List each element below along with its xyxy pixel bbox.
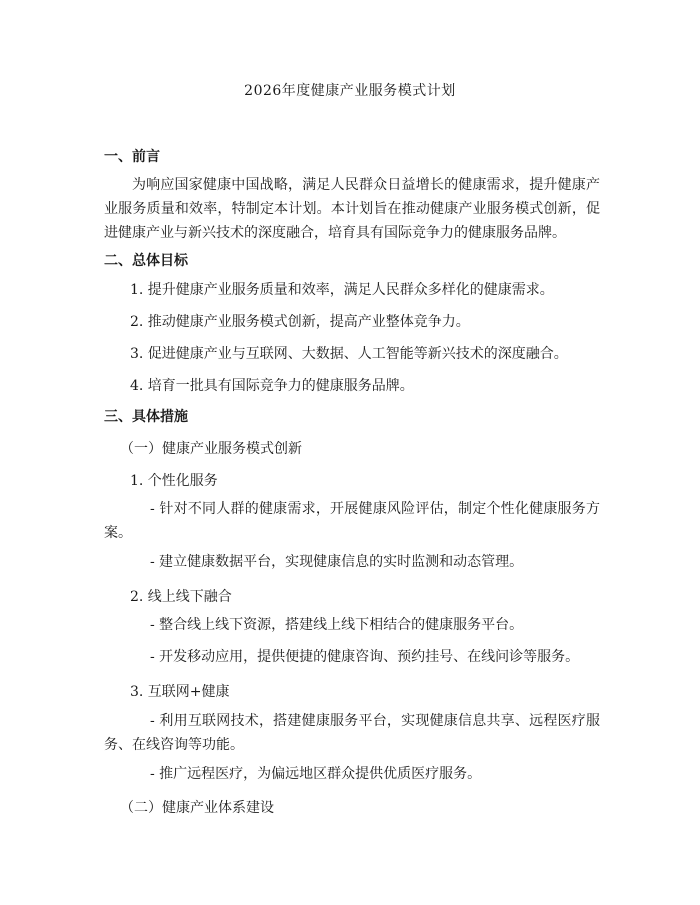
preface-paragraph: 为响应国家健康中国战略，满足人民群众日益增长的健康需求，提升健康产业服务质量和效率，特制定本计划。本计划旨在推动健康产业服务模式创新，促进健康产业与新兴技术的深度融合，培育具有国际竞争力的健康服务品牌。	[104, 177, 600, 241]
measure-item-title: 1. 个性化服务	[130, 473, 218, 489]
measure-point: - 开发移动应用，提供便捷的健康咨询、预约挂号、在线问诊等服务。	[150, 649, 580, 665]
subsection-title: （一）健康产业服务模式创新	[120, 441, 302, 457]
subsection-title: （二）健康产业体系建设	[120, 800, 274, 816]
measure-point: - 整合线上线下资源，搭建线上线下相结合的健康服务平台。	[150, 617, 524, 633]
section-heading-preface: 一、前言	[104, 149, 160, 165]
goal-item: 2. 推动健康产业服务模式创新，提高产业整体竞争力。	[130, 314, 470, 330]
section-heading-goals: 二、总体目标	[104, 253, 188, 269]
measure-point: - 建立健康数据平台，实现健康信息的实时监测和动态管理。	[150, 554, 524, 570]
goal-item: 3. 促进健康产业与互联网、大数据、人工智能等新兴技术的深度融合。	[130, 346, 568, 362]
measure-item-title: 3. 互联网+健康	[130, 684, 230, 700]
goal-item: 1. 提升健康产业服务质量和效率，满足人民群众多样化的健康需求。	[130, 282, 554, 298]
measure-item-title: 2. 线上线下融合	[130, 589, 232, 605]
goal-item: 4. 培育一批具有国际竞争力的健康服务品牌。	[130, 378, 414, 394]
measure-point: - 推广远程医疗，为偏远地区群众提供优质医疗服务。	[150, 766, 482, 782]
section-heading-measures: 三、具体措施	[104, 409, 188, 425]
document-title: 2026年度健康产业服务模式计划	[244, 83, 456, 99]
measure-point: - 利用互联网技术，搭建健康服务平台，实现健康信息共享、远程医疗服务、在线咨询等功能。	[104, 713, 600, 753]
measure-point: - 针对不同人群的健康需求，开展健康风险评估，制定个性化健康服务方案。	[104, 501, 600, 541]
